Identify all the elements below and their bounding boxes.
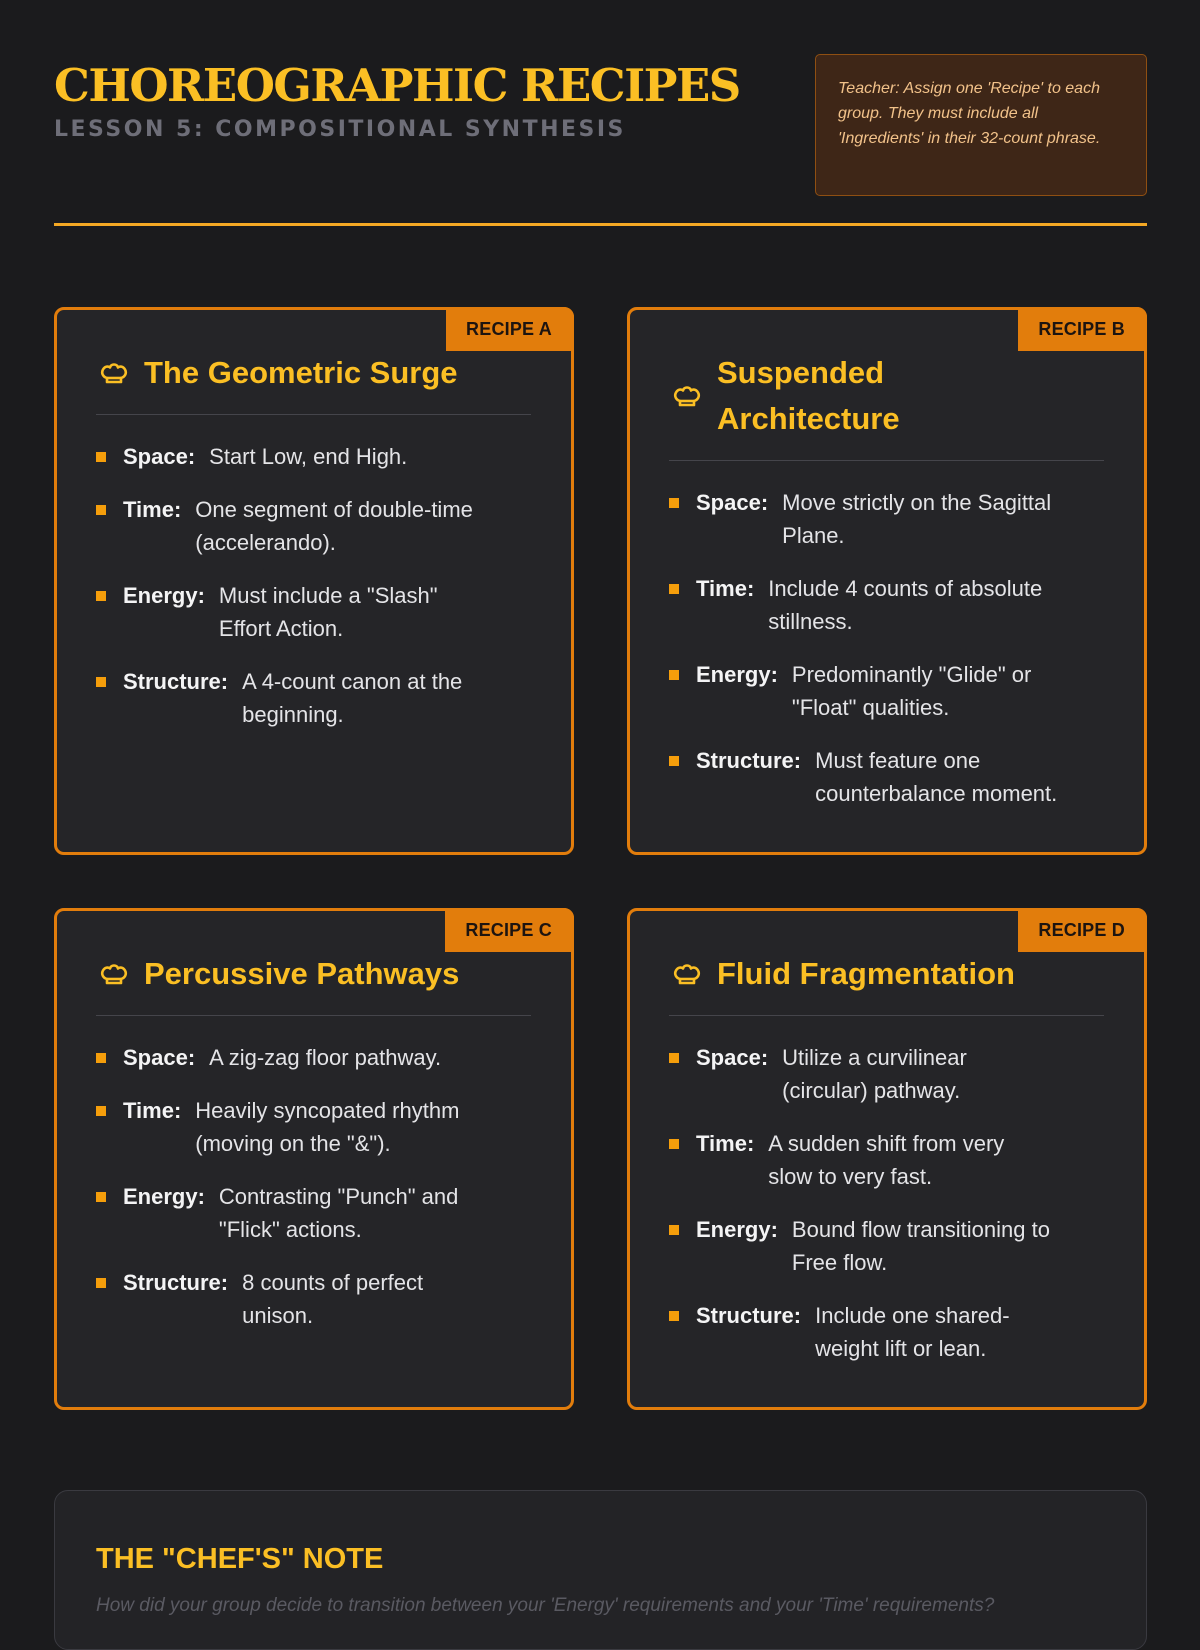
ingredient-label: Structure: xyxy=(696,1303,802,1328)
worksheet-page xyxy=(54,0,1147,1616)
ingredient-label: Structure: xyxy=(696,748,802,773)
bullet-icon xyxy=(96,452,106,462)
bullet-icon xyxy=(669,1139,679,1149)
ingredient-label: Space: xyxy=(123,1045,196,1070)
chefs-note-panel xyxy=(54,1490,1147,1650)
ingredient-text: A zig-zag floor pathway. xyxy=(209,1045,442,1070)
ingredient-list xyxy=(669,1041,1050,1385)
recipe-title: Suspended Architecture xyxy=(717,355,900,436)
ingredient-time xyxy=(96,493,473,559)
chef-hat-icon xyxy=(669,378,705,414)
ingredient-space xyxy=(96,1041,459,1074)
recipe-badge: RECIPE B xyxy=(1018,307,1147,351)
recipe-badge: RECIPE C xyxy=(445,908,574,952)
ingredient-space xyxy=(669,1041,1050,1107)
chef-hat-icon xyxy=(96,355,132,391)
recipe-card-d xyxy=(627,908,1147,1410)
page-title: CHOREOGRAPHIC RECIPES xyxy=(54,59,740,112)
recipe-card-c xyxy=(54,908,574,1410)
recipe-title: Fluid Fragmentation xyxy=(717,956,1015,991)
bullet-icon xyxy=(669,1225,679,1235)
bullet-icon xyxy=(669,756,679,766)
recipe-header xyxy=(669,350,1104,461)
ingredient-label: Structure: xyxy=(123,669,229,694)
bullet-icon xyxy=(96,1192,106,1202)
ingredient-label: Time: xyxy=(123,497,182,522)
ingredient-label: Time: xyxy=(696,1131,755,1156)
bullet-icon xyxy=(669,584,679,594)
bullet-icon xyxy=(96,1053,106,1063)
ingredient-label: Energy: xyxy=(123,1184,205,1209)
ingredient-space xyxy=(669,486,1057,552)
ingredient-label: Energy: xyxy=(696,1217,778,1242)
recipe-header xyxy=(96,951,531,1016)
bullet-icon xyxy=(669,670,679,680)
ingredient-text: Move strictly on the Sagittal Plane. xyxy=(782,490,1052,548)
recipe-header xyxy=(669,951,1104,1016)
ingredient-structure xyxy=(669,1299,1050,1365)
ingredient-list xyxy=(96,440,473,751)
ingredient-space xyxy=(96,440,473,473)
ingredient-text: Include one shared- weight lift or lean. xyxy=(815,1303,1010,1361)
ingredient-label: Space: xyxy=(123,444,196,469)
recipe-badge: RECIPE D xyxy=(1018,908,1147,952)
chefs-note-title: THE "CHEF'S" NOTE xyxy=(96,1543,384,1575)
ingredient-text: A sudden shift from very slow to very fast. xyxy=(768,1131,1005,1189)
recipe-badge: RECIPE A xyxy=(446,307,574,351)
ingredient-energy xyxy=(669,1213,1050,1279)
ingredient-label: Time: xyxy=(696,576,755,601)
bullet-icon xyxy=(669,498,679,508)
ingredient-structure xyxy=(96,1266,459,1332)
recipe-header xyxy=(96,350,531,415)
ingredient-time xyxy=(669,1127,1050,1193)
ingredient-text: Must include a "Slash" Effort Action. xyxy=(218,583,438,641)
bullet-icon xyxy=(669,1053,679,1063)
recipe-card-b xyxy=(627,307,1147,855)
ingredient-list xyxy=(96,1041,459,1352)
ingredient-label: Space: xyxy=(696,490,769,515)
bullet-icon xyxy=(96,591,106,601)
ingredient-label: Energy: xyxy=(696,662,778,687)
ingredient-structure xyxy=(96,665,473,731)
ingredient-energy xyxy=(96,1180,459,1246)
ingredient-time xyxy=(669,572,1057,638)
chef-hat-icon xyxy=(669,956,705,992)
chef-hat-icon xyxy=(96,956,132,992)
bullet-icon xyxy=(96,1106,106,1116)
ingredient-text: 8 counts of perfect unison. xyxy=(242,1270,424,1328)
page-subtitle: LESSON 5: COMPOSITIONAL SYNTHESIS xyxy=(54,117,626,142)
recipe-card-a xyxy=(54,307,574,855)
ingredient-text: One segment of double-time (accelerando). xyxy=(195,497,473,555)
ingredient-text: Start Low, end High. xyxy=(209,444,408,469)
ingredient-text: A 4-count canon at the beginning. xyxy=(242,669,463,727)
ingredient-label: Structure: xyxy=(123,1270,229,1295)
bullet-icon xyxy=(96,677,106,687)
ingredient-text: Predominantly "Glide" or "Float" qualities. xyxy=(791,662,1032,720)
ingredient-label: Time: xyxy=(123,1098,182,1123)
chefs-note-text: How did your group decide to transition between your 'Energy' requirements and your 'Time' requirements? xyxy=(96,1595,995,1616)
ingredient-list xyxy=(669,486,1057,830)
ingredient-text: Contrasting "Punch" and "Flick" actions. xyxy=(218,1184,459,1242)
ingredient-label: Space: xyxy=(696,1045,769,1070)
recipe-title: The Geometric Surge xyxy=(144,355,458,390)
ingredient-text: Include 4 counts of absolute stillness. xyxy=(768,576,1043,634)
ingredient-text: Must feature one counterbalance moment. xyxy=(815,748,1058,806)
ingredient-text: Bound flow transitioning to Free flow. xyxy=(791,1217,1050,1275)
ingredient-text: Heavily syncopated rhythm (moving on the "&"). xyxy=(195,1098,460,1156)
ingredient-text: Utilize a curvilinear (circular) pathway. xyxy=(782,1045,967,1103)
ingredient-energy xyxy=(669,658,1057,724)
ingredient-energy xyxy=(96,579,473,645)
teacher-note: Teacher: Assign one 'Recipe' to each group. They must include all 'Ingredients' in their 32-count phrase. xyxy=(815,54,1147,196)
ingredient-structure xyxy=(669,744,1057,810)
bullet-icon xyxy=(669,1311,679,1321)
header xyxy=(54,0,1147,226)
recipe-title: Percussive Pathways xyxy=(144,956,460,991)
ingredient-label: Energy: xyxy=(123,583,205,608)
bullet-icon xyxy=(96,505,106,515)
bullet-icon xyxy=(96,1278,106,1288)
ingredient-time xyxy=(96,1094,459,1160)
